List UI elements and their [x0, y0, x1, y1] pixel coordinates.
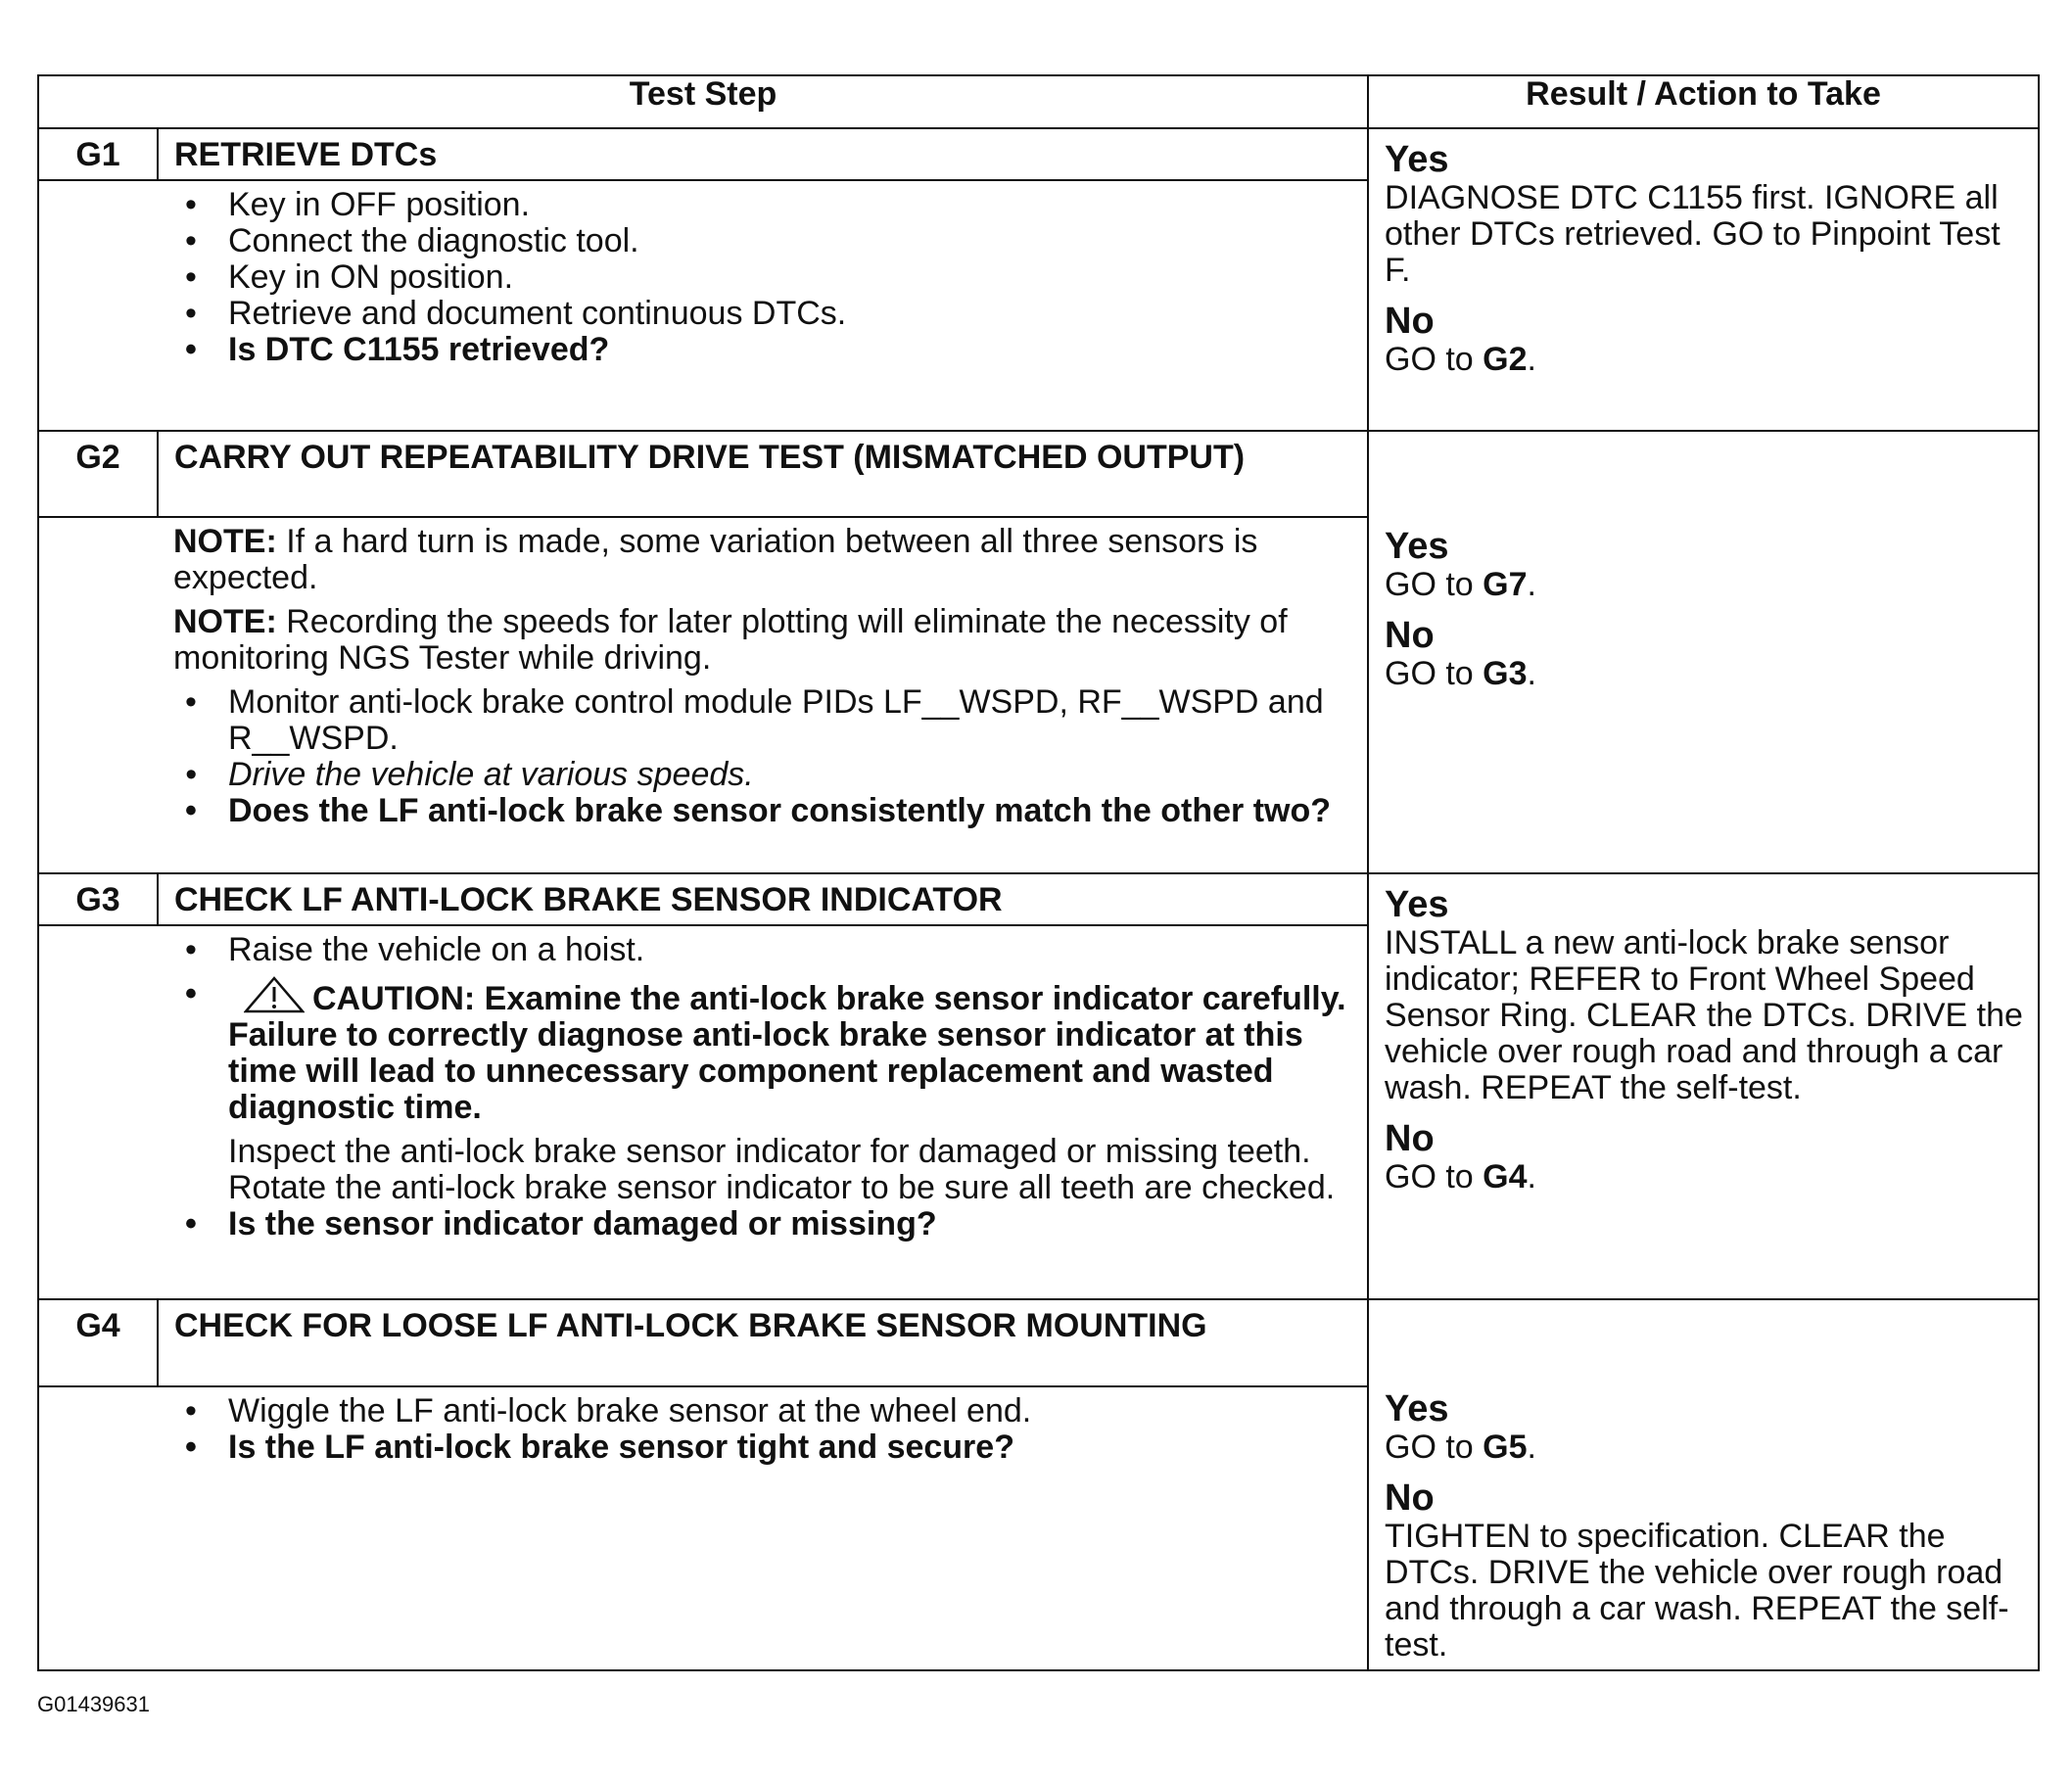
g1-yes-text: DIAGNOSE DTC C1155 first. IGNORE all other DTCs retrieved. GO to Pinpoint Test F. — [1385, 179, 2001, 289]
list-item: • Monitor anti-lock brake control module PIDs LF__WSPD, RF__WSPD and R__WSPD. — [173, 684, 1351, 757]
g3-no-text: GO to — [1385, 1158, 1474, 1195]
g4-step-title: CHECK FOR LOOSE LF ANTI-LOCK BRAKE SENSOR MOUNTING — [158, 1299, 1368, 1386]
list-item: • Key in OFF position. — [173, 187, 1351, 223]
g1-step-body — [158, 180, 1368, 431]
g1-title-row — [38, 128, 2039, 180]
list-item: • Does the LF anti-lock brake sensor consistently match the other two? — [173, 793, 1351, 829]
g3-step-title: CHECK LF ANTI-LOCK BRAKE SENSOR INDICATOR — [158, 873, 1368, 925]
g2-yes-label: Yes — [1385, 526, 1449, 567]
g3-no-action — [1385, 1159, 2028, 1195]
g3-step-id: G3 — [38, 873, 158, 925]
g2-note-1 — [173, 524, 1351, 596]
g1-no-ref: G2 — [1483, 341, 1528, 378]
list-item: • Drive the vehicle at various speeds. — [173, 757, 1351, 793]
g3-yes-label: Yes — [1385, 884, 1449, 925]
g1-step-list — [173, 187, 1351, 368]
pinpoint-test-document — [37, 74, 2038, 1671]
g1-step-title: RETRIEVE DTCs — [158, 128, 1368, 180]
g4-no-text: TIGHTEN to specification. CLEAR the DTCs. DRIVE the vehicle over rough road and through a car wash. REPEAT the self-test. — [1385, 1518, 2009, 1664]
g4-yes-action — [1385, 1429, 2028, 1466]
g3-step-body — [158, 925, 1368, 1299]
g2-note-1-label: NOTE: — [173, 523, 277, 560]
table-header-row — [38, 75, 2039, 128]
g2-note-1-text: If a hard turn is made, some variation between all three sensors is expected. — [173, 523, 1258, 596]
g4-step-list — [173, 1393, 1351, 1466]
g1-no-end: . — [1527, 341, 1536, 378]
g4-step-id: G4 — [38, 1299, 158, 1386]
g2-note-2-text: Recording the speeds for later plotting will eliminate the necessity of monitoring NGS Tester while driving. — [173, 603, 1288, 677]
result-header: Result / Action to Take — [1368, 75, 2039, 128]
g1-no-action — [1385, 342, 2028, 378]
g2-yes-text: GO to — [1385, 566, 1474, 603]
g2-no-ref: G3 — [1483, 655, 1528, 692]
list-item: • Retrieve and document continuous DTCs. — [173, 296, 1351, 332]
g2-no-text: GO to — [1385, 655, 1474, 692]
list-item: • Wiggle the LF anti-lock brake sensor at the wheel end. — [173, 1393, 1351, 1429]
g2-yes-action — [1385, 567, 2028, 603]
g2-step-title: CARRY OUT REPEATABILITY DRIVE TEST (MISMATCHED OUTPUT) — [158, 431, 1368, 517]
g2-yes-ref: G7 — [1483, 566, 1528, 603]
g3-result-cell — [1368, 873, 2039, 1299]
g4-title-row — [38, 1299, 2039, 1386]
g1-yes-label: Yes — [1385, 139, 1449, 180]
g4-step-body — [158, 1386, 1368, 1670]
g2-no-end: . — [1527, 655, 1536, 692]
g2-id-spacer — [38, 517, 158, 873]
g3-id-spacer — [38, 925, 158, 1299]
g3-no-end: . — [1527, 1158, 1536, 1195]
g2-note-2-label: NOTE: — [173, 603, 277, 640]
g2-result-cell — [1368, 431, 2039, 873]
g1-id-spacer — [38, 180, 158, 431]
g4-yes-ref: G5 — [1483, 1429, 1528, 1466]
g1-step-id: G1 — [38, 128, 158, 180]
g4-result-cell — [1368, 1299, 2039, 1670]
g3-title-row — [38, 873, 2039, 925]
g2-no-action — [1385, 656, 2028, 692]
test-step-header: Test Step — [38, 75, 1368, 128]
g4-yes-text: GO to — [1385, 1429, 1474, 1466]
g2-title-row — [38, 431, 2039, 517]
g4-id-spacer — [38, 1386, 158, 1670]
list-item: • Connect the diagnostic tool. — [173, 223, 1351, 259]
pinpoint-test-table — [37, 74, 2040, 1671]
g2-step-body — [158, 517, 1368, 873]
g3-no-label: No — [1385, 1118, 1435, 1159]
g1-result-cell — [1368, 128, 2039, 431]
g3-yes-text: INSTALL a new anti-lock brake sensor indicator; REFER to Front Wheel Speed Sensor Ring. CLEAR the DTCs. DRIVE the vehicle over rough road and through a car wash. REPEAT the self-test. — [1385, 924, 2023, 1106]
g2-no-label: No — [1385, 615, 1435, 656]
g4-yes-end: . — [1527, 1429, 1536, 1466]
caution-text: CAUTION: Examine the anti-lock brake sensor indicator carefully. Failure to correctly diagnose anti-lock brake sensor indicator at this time will lead to unnecessary component replacement and wasted diagnostic time. — [228, 980, 1346, 1126]
figure-id: G01439631 — [37, 1692, 150, 1716]
caution-item — [173, 976, 1351, 1126]
g1-no-label: No — [1385, 301, 1435, 342]
g2-yes-end: . — [1527, 566, 1536, 603]
list-item: • Is the sensor indicator damaged or missing? — [173, 1206, 1351, 1242]
g3-no-ref: G4 — [1483, 1158, 1528, 1195]
g2-step-id: G2 — [38, 431, 158, 517]
list-item: • Is the LF anti-lock brake sensor tight and secure? — [173, 1429, 1351, 1466]
list-item: • Key in ON position. — [173, 259, 1351, 296]
g4-no-label: No — [1385, 1477, 1435, 1519]
g1-no-text: GO to — [1385, 341, 1474, 378]
list-item: Inspect the anti-lock brake sensor indicator for damaged or missing teeth. Rotate the anti-lock brake sensor indicator to be sure all teeth are checked. — [228, 1133, 1336, 1206]
list-item: • Raise the vehicle on a hoist. — [173, 932, 1351, 968]
list-item: • Is DTC C1155 retrieved? — [173, 332, 1351, 368]
g2-step-list — [173, 684, 1351, 829]
g2-note-2 — [173, 604, 1351, 677]
g4-yes-label: Yes — [1385, 1388, 1449, 1429]
caution-triangle-icon — [244, 976, 305, 1013]
g3-step-list — [173, 932, 1351, 1242]
